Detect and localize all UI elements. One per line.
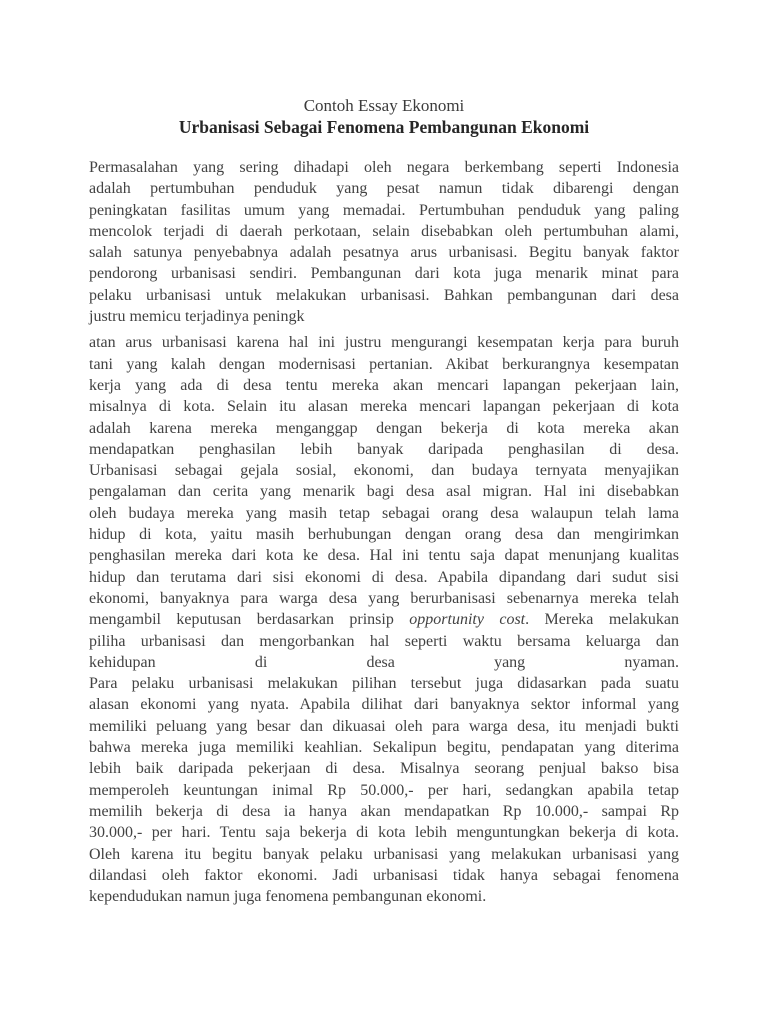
document-title: Contoh Essay Ekonomi bbox=[303, 96, 465, 115]
paragraph-1 bbox=[89, 157, 679, 327]
text-line: piliha urbanisasi dan mengorbankan hal seperti waktu bersama keluarga dan bbox=[89, 632, 679, 650]
text-line: lebih baik daripada pekerjaan di desa. Misalnya seorang penjual bakso bisa bbox=[89, 760, 679, 778]
text-line: penghasilan mereka dari kota ke desa. Hal ini tentu saja dapat menunjang kualitas bbox=[89, 547, 679, 565]
text-line: Urbanisasi sebagai gejala sosial, ekonomi, dan budaya ternyata menyajikan bbox=[89, 462, 679, 480]
italic-phrase: opportunity cost bbox=[409, 611, 526, 629]
text-line: Oleh karena itu begitu banyak pelaku urbanisasi yang melakukan urbanisasi yang bbox=[89, 845, 679, 863]
paragraph-2 bbox=[89, 332, 679, 907]
text-line: adalah pertumbuhan penduduk yang pesat namun tidak dibarengi dengan bbox=[89, 180, 679, 198]
text-line: dilandasi oleh faktor ekonomi. Jadi urbanisasi tidak hanya sebagai fenomena bbox=[89, 866, 679, 884]
text-line: memilih bekerja di desa ia hanya akan mendapatkan Rp 10.000,- sampai Rp bbox=[89, 802, 679, 820]
text-line: ekonomi, banyaknya para warga desa yang berurbanisasi sebenarnya mereka telah bbox=[89, 589, 679, 607]
text-line: kerja yang ada di desa tentu mereka akan mencari lapangan pekerjaan lain, bbox=[89, 376, 679, 394]
text-line: 30.000,- per hari. Tentu saja bekerja di kota lebih menguntungkan bekerja di kota. bbox=[89, 824, 679, 842]
text-segment: mengambil keputusan berdasarkan prinsip bbox=[89, 611, 410, 629]
text-line: memperoleh keuntungan inimal Rp 50.000,- per hari, sedangkan apabila tetap bbox=[89, 781, 679, 799]
text-line: hidup dan terutama dari sisi ekonomi di desa. Apabila dipandang dari sudut sisi bbox=[89, 568, 679, 586]
text-line: atan arus urbanisasi karena hal ini justru mengurangi kesempatan kerja para buruh bbox=[89, 334, 679, 352]
text-line: salah satunya penyebabnya adalah pesatnya arus urbanisasi. Begitu banyak faktor bbox=[89, 244, 679, 262]
text-line: justru memicu terjadinya peningk bbox=[89, 308, 305, 326]
text-line: kependudukan namun juga fenomena pembangunan ekonomi. bbox=[89, 888, 487, 906]
text-line: oleh budaya mereka yang masih tetap sebagai orang desa walaupun telah lama bbox=[89, 504, 679, 522]
text-line: misalnya di kota. Selain itu alasan mereka mencari lapangan pekerjaan di kota bbox=[89, 398, 679, 416]
text-line: pengalaman dan cerita yang menarik bagi desa asal migran. Hal ini disebabkan bbox=[89, 483, 679, 501]
text-segment: . Mereka melakukan bbox=[525, 611, 680, 629]
text-line: mencolok terjadi di daerah perkotaan, selain disebabkan oleh pertumbuhan alami, bbox=[89, 222, 679, 240]
essay-text-block bbox=[89, 95, 679, 907]
text-line: Permasalahan yang sering dihadapi oleh negara berkembang seperti Indonesia bbox=[89, 159, 679, 176]
text-line: tani yang kalah dengan modernisasi pertanian. Akibat berkurangnya kesempatan bbox=[89, 355, 679, 373]
text-line: bahwa mereka juga memiliki keahlian. Sekalipun begitu, pendapatan yang diterima bbox=[89, 739, 679, 757]
document-subtitle: Urbanisasi Sebagai Fenomena Pembangunan Ekonomi bbox=[178, 117, 590, 137]
text-line-with-italic bbox=[89, 609, 679, 630]
text-line: Para pelaku urbanisasi melakukan pilihan tersebut juga didasarkan pada suatu bbox=[89, 675, 679, 693]
text-line: memiliki peluang yang besar dan dikuasai oleh para warga desa, itu menjadi bukti bbox=[89, 717, 679, 735]
text-line: hidup di kota, yaitu masih berhubungan dengan orang desa dan mengirimkan bbox=[89, 526, 679, 544]
text-line: pelaku urbanisasi untuk melakukan urbanisasi. Bahkan pembangunan dari desa bbox=[89, 286, 679, 304]
text-line: peningkatan fasilitas umum yang memadai. Pertumbuhan penduduk yang paling bbox=[89, 201, 679, 219]
text-line: kehidupan di desa yang nyaman. bbox=[89, 653, 679, 671]
text-line: alasan ekonomi yang nyata. Apabila dilihat dari banyaknya sektor informal yang bbox=[89, 696, 679, 714]
text-line: mendapatkan penghasilan lebih banyak daripada penghasilan di desa. bbox=[89, 440, 679, 458]
text-line: pendorong urbanisasi sendiri. Pembangunan dari kota juga menarik minat para bbox=[89, 265, 679, 283]
text-line: adalah karena mereka menganggap dengan bekerja di kota mereka akan bbox=[89, 419, 679, 437]
